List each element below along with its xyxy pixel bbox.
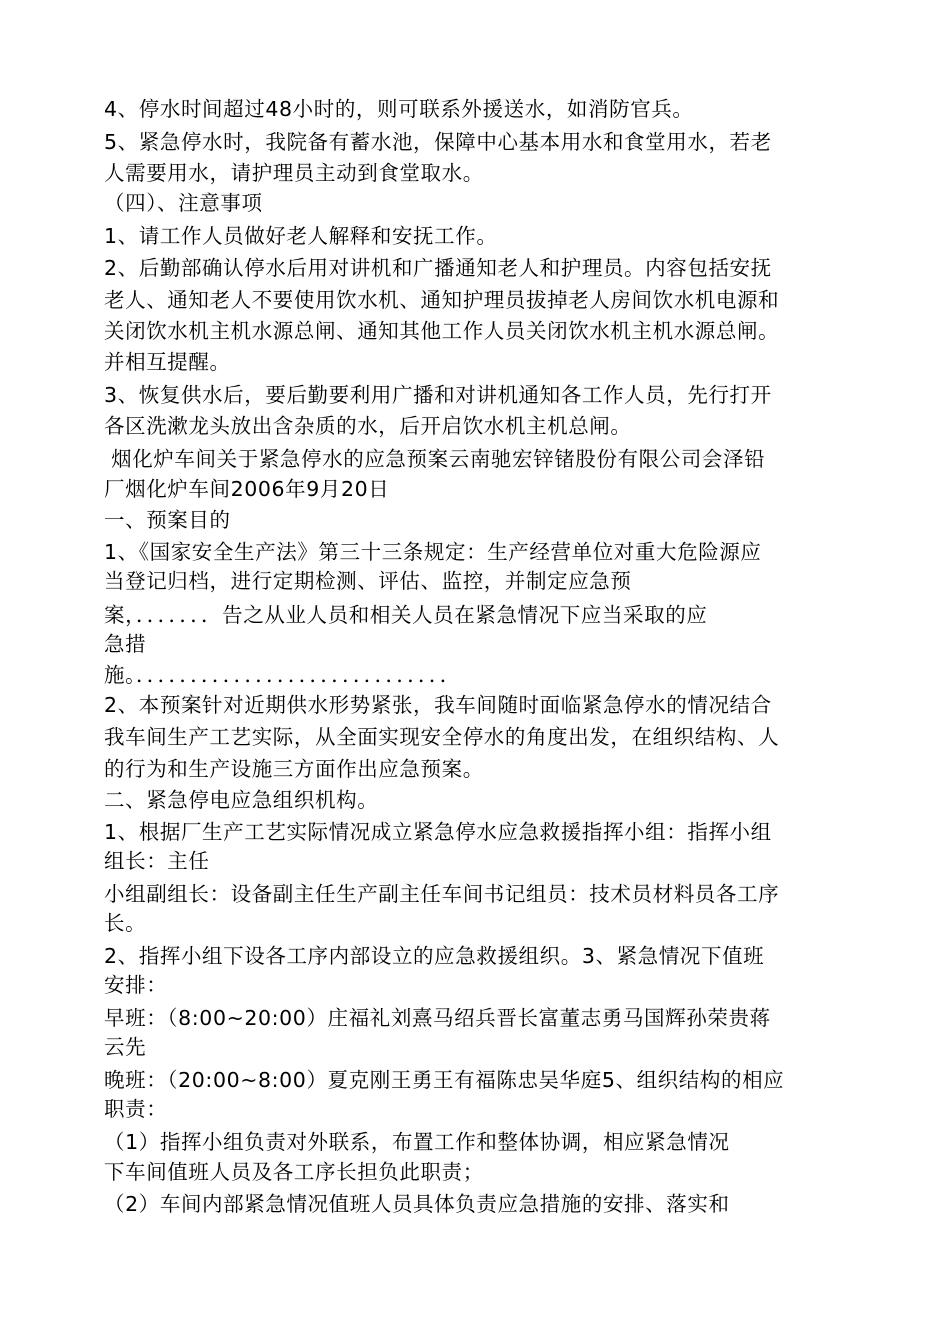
section-heading: 二、紧急停电应急组织机构。 (104, 788, 379, 812)
text-line: 急措 (104, 632, 147, 656)
text-line: 4、停水时间超过48小时的，则可联系外援送水，如消防官兵。 (104, 97, 694, 121)
text-line: 2、指挥小组下设各工序内部设立的应急救援组织。3、紧急情况下值班 (104, 944, 765, 968)
section-heading: （四）、注意事项 (104, 191, 263, 215)
text-line: 的行为和生产设施三方面作出应急预案。 (104, 757, 484, 781)
text-line: 当登记归档，进行定期检测、评估、监控，并制定应急预 (104, 569, 632, 593)
text-line: （1）指挥小组负责对外联系，布置工作和整体协调，相应紧急情况 (104, 1130, 730, 1154)
text-line: 1、根据厂生产工艺实际情况成立紧急停水应急救援指挥小组：指挥小组 (104, 820, 772, 844)
text-line: 2、本预案针对近期供水形势紧张，我车间随时面临紧急停水的情况结合 (104, 693, 772, 717)
text-line: 人需要用水，请护理员主动到食堂取水。 (104, 161, 484, 185)
text-line: 老人、通知老人不要使用饮水机、通知护理员拔掉老人房间饮水机电源和 (104, 288, 780, 312)
text-line: 下车间值班人员及各工序长担负此职责； (104, 1160, 484, 1184)
text-line: 早班：（8:00~20:00）庄福礼刘熹马绍兵晋长富董志勇马国辉孙荣贵蒋 (104, 1006, 771, 1030)
text-line: 案，．．．．．．．告之从业人员和相关人员在紧急情况下应当采取的应 (104, 603, 708, 627)
text-line: 施。．．．．．．．．．．．．．．．．．．．．．．．．．．．．． (104, 663, 461, 687)
text-line: 组长：主任 (104, 849, 210, 873)
text-line: （2）车间内部紧急情况值班人员具体负责应急措施的安排、落实和 (104, 1192, 730, 1216)
document-title-line: 厂烟化炉车间2006年9月20日 (104, 477, 390, 501)
text-line: 3、恢复供水后，要后勤要利用广播和对讲机通知各工作人员，先行打开 (104, 383, 772, 407)
text-line: 关闭饮水机主机水源总闸、通知其他工作人员关闭饮水机主机水源总闸。 (104, 319, 780, 343)
text-line: 2、后勤部确认停水后用对讲机和广播通知老人和护理员。内容包括安抚 (104, 256, 772, 280)
text-line: 小组副组长：设备副主任生产副主任车间书记组员：技术员材料员各工序 (104, 882, 780, 906)
section-heading: 一、预案目的 (104, 508, 231, 532)
text-line: 我车间生产工艺实际，从全面实现安全停水的角度出发，在组织结构、人 (104, 725, 780, 749)
text-line: 安排： (104, 973, 168, 997)
text-line: 晚班：（20:00~8:00）夏克刚王勇王有福陈忠吴华庭5、组织结构的相应 (104, 1068, 785, 1092)
text-line: 5、紧急停水时，我院备有蓄水池，保障中心基本用水和食堂用水，若老 (104, 130, 772, 154)
text-line: 长。 (104, 911, 147, 935)
text-line: 1、请工作人员做好老人解释和安抚工作。 (104, 224, 498, 248)
text-line: 各区洗漱龙头放出含杂质的水，后开启饮水机主机总闸。 (104, 414, 632, 438)
text-line: 职责： (104, 1097, 168, 1121)
text-line: 并相互提醒。 (104, 350, 231, 374)
text-line: 云先 (104, 1035, 147, 1059)
text-line: 1、《国家安全生产法》第三十三条规定：生产经营单位对重大危险源应 (104, 540, 762, 564)
document-title-line: 烟化炉车间关于紧急停水的应急预案云南驰宏锌锗股份有限公司会泽铅 (104, 447, 766, 471)
